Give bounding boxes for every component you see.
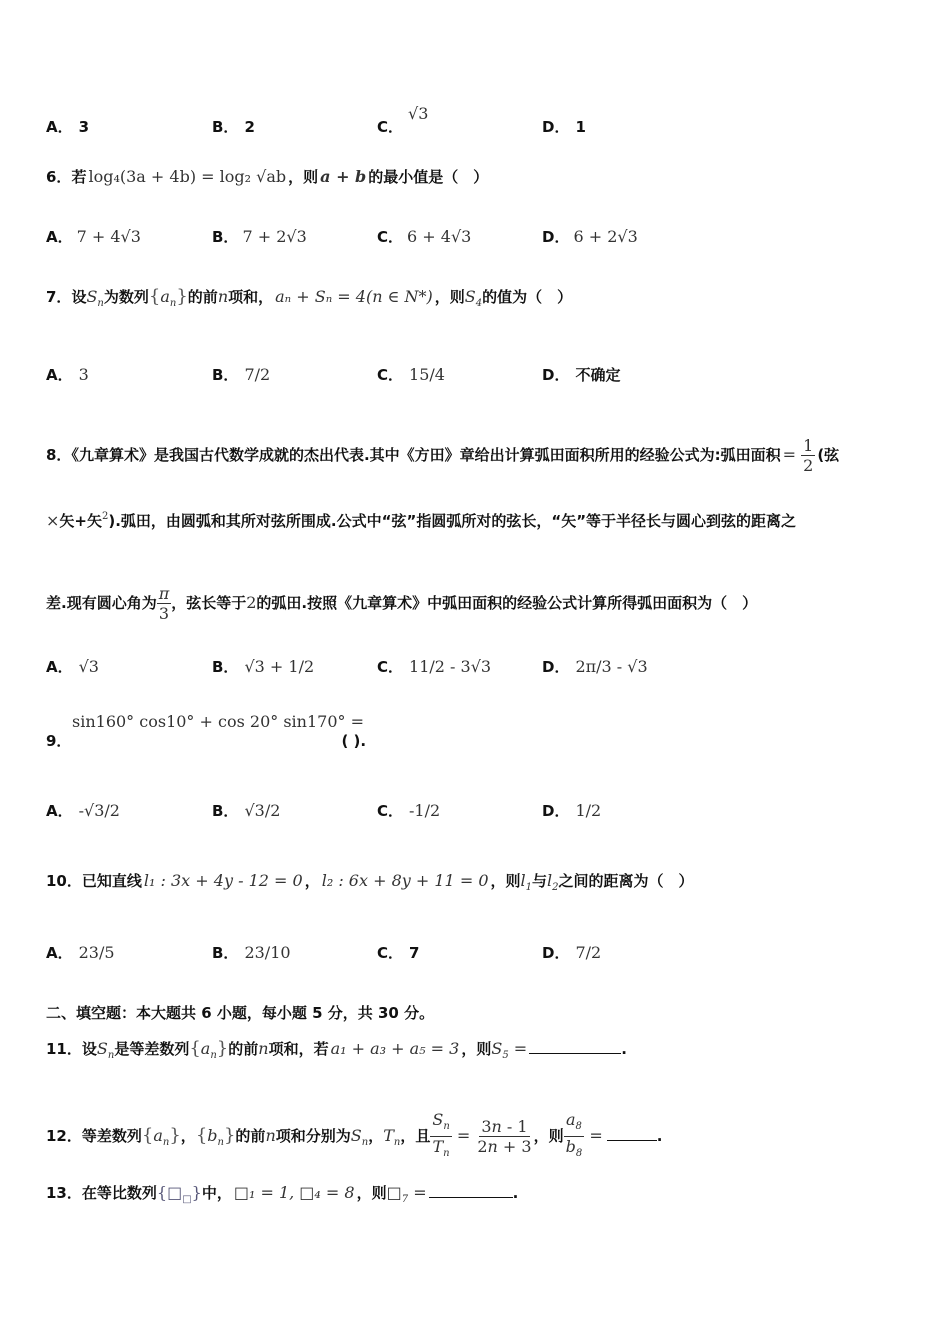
q10-stem bbox=[46, 870, 694, 893]
chord-length: 2 bbox=[246, 593, 257, 612]
stem-text: 差.现有圆心角为 bbox=[46, 594, 157, 612]
option-label: D． bbox=[542, 802, 570, 820]
option-label: B． bbox=[212, 366, 239, 384]
option-text: √3 + 1/2 bbox=[244, 657, 315, 676]
stem-text: ， bbox=[368, 1127, 384, 1145]
option-label: C． bbox=[377, 118, 404, 136]
q10-option-b bbox=[212, 942, 291, 963]
pi-over-3: $\frac{\pi}{3}$ bbox=[158, 584, 170, 623]
question-number: 12． bbox=[46, 1127, 82, 1145]
stem-text: 的值为（ ） bbox=[482, 288, 573, 306]
stem-text: ).弧田，由圆弧和其所对弦所围成.公式中“弦”指圆弧所对的弦长，“矢”等于半径长与圆心到弦的距离之 bbox=[108, 512, 797, 530]
q5-option-b bbox=[212, 116, 255, 137]
square-exponent: 2 bbox=[101, 511, 109, 522]
q10-option-a bbox=[46, 942, 115, 963]
stem-text: ，则 bbox=[356, 1184, 387, 1202]
q5-option-c-math bbox=[408, 104, 428, 123]
option-label: A． bbox=[46, 658, 73, 676]
answer-blank[interactable] bbox=[607, 1126, 657, 1141]
option-label: B． bbox=[212, 944, 239, 962]
option-text: -√3/2 bbox=[78, 801, 120, 820]
option-label: C． bbox=[377, 944, 404, 962]
option-text: -1/2 bbox=[409, 801, 441, 820]
stem-text: ，则 bbox=[288, 168, 319, 186]
stem-text: . bbox=[512, 1184, 519, 1202]
q7-option-c bbox=[377, 364, 445, 385]
stem-text: (弦 bbox=[817, 446, 840, 464]
stem-text: 《九章算术》是我国古代数学成就的杰出代表.其中《方田》章给出计算弧田面积所用的经验公式为:弧田面积 bbox=[71, 446, 781, 464]
answer-blank[interactable] bbox=[429, 1183, 513, 1198]
option-label: A． bbox=[46, 802, 73, 820]
question-number: 11． bbox=[46, 1040, 82, 1058]
option-text: √3 bbox=[408, 104, 429, 123]
stem-text: . bbox=[656, 1127, 663, 1145]
q6-target: a + b bbox=[320, 167, 367, 186]
stem-text: . bbox=[621, 1040, 627, 1058]
option-text: 23/5 bbox=[78, 943, 115, 962]
q7-option-a bbox=[46, 364, 89, 385]
question-number: 9． bbox=[46, 732, 72, 750]
q9-option-a bbox=[46, 800, 120, 821]
q6-option-b bbox=[212, 226, 307, 247]
q8-option-c bbox=[377, 656, 491, 677]
stem-text: 在等比数列 bbox=[81, 1184, 157, 1202]
ratio-target: $\frac{a_8}{b_8}$ = bbox=[565, 1110, 603, 1159]
line-l1: l₁ : 3x + 4y - 12 = 0 bbox=[143, 871, 303, 890]
sequence-symbol: $\{a_n\}$ bbox=[189, 1038, 229, 1061]
stem-text: 已知直线 bbox=[81, 872, 142, 890]
section-title: 二、填空题：本大题共 6 小题，每小题 5 分，共 30 分。 bbox=[46, 1004, 435, 1022]
stem-text: ，则 bbox=[434, 288, 465, 306]
stem-text: ，则 bbox=[461, 1040, 492, 1058]
stem-text: 的弧田.按照《九章算术》中弧田面积的经验公式计算所得弧田面积为（ ） bbox=[256, 594, 758, 612]
q8-line3 bbox=[46, 584, 757, 623]
q11-stem bbox=[46, 1038, 627, 1061]
q5-option-a bbox=[46, 116, 89, 137]
s5-symbol: $S_5$ = bbox=[491, 1039, 528, 1061]
n-symbol: n bbox=[217, 287, 229, 306]
n-symbol: n bbox=[258, 1039, 269, 1058]
q13-stem bbox=[46, 1182, 518, 1205]
question-number: 6． bbox=[46, 168, 72, 186]
q11-condition: a₁ + a₃ + a₅ = 3 bbox=[330, 1039, 460, 1058]
q9-option-d bbox=[542, 800, 601, 821]
q6-option-d bbox=[542, 226, 638, 247]
option-label: D． bbox=[542, 658, 570, 676]
q5-option-d bbox=[542, 116, 586, 137]
stem-text: ， bbox=[180, 1127, 196, 1145]
sum-symbol: $S_n$ bbox=[86, 287, 104, 309]
q5-option-c bbox=[377, 116, 403, 137]
option-text: 15/4 bbox=[409, 365, 445, 384]
option-label: A． bbox=[46, 366, 73, 384]
s4-symbol: $S_4$ bbox=[464, 287, 483, 309]
option-label: B． bbox=[212, 118, 239, 136]
question-number: 7． bbox=[46, 288, 72, 306]
stem-text: 项和分别为 bbox=[275, 1127, 351, 1145]
option-text: 11/2 - 3√3 bbox=[409, 657, 492, 676]
option-text: 1 bbox=[575, 118, 586, 136]
q7-condition: aₙ + Sₙ = 4(n ∈ N*) bbox=[275, 287, 433, 306]
sequence-b-symbol: $\{b_n\}$ bbox=[195, 1125, 236, 1148]
q7-option-d bbox=[542, 364, 620, 385]
option-text: 2 bbox=[244, 118, 255, 136]
option-label: D． bbox=[542, 944, 570, 962]
stem-text: 中， bbox=[201, 1184, 232, 1202]
sequence-a-symbol: $\{a_n\}$ bbox=[141, 1125, 181, 1148]
option-label: B． bbox=[212, 658, 239, 676]
q7-option-b bbox=[212, 364, 270, 385]
option-text: 7/2 bbox=[575, 943, 602, 962]
stem-text: 的前 bbox=[228, 1040, 259, 1058]
a7-symbol: $□_7$ = bbox=[386, 1183, 427, 1205]
stem-text: ，则 bbox=[533, 1127, 564, 1145]
option-text: 7 + 2√3 bbox=[242, 227, 307, 246]
q8-option-b bbox=[212, 656, 314, 677]
q13-condition: □₁ = 1, □₄ = 8 bbox=[233, 1183, 355, 1202]
stem-text: 等差数列 bbox=[81, 1127, 142, 1145]
sequence-symbol: $\{a_n\}$ bbox=[148, 286, 188, 309]
q6-option-c bbox=[377, 226, 471, 247]
l2-symbol: $l_2$ bbox=[547, 871, 559, 893]
n-symbol: n bbox=[265, 1126, 276, 1145]
question-number: 10． bbox=[46, 872, 82, 890]
question-number: 13． bbox=[46, 1184, 82, 1202]
stem-text: 的最小值是（ ） bbox=[368, 168, 489, 186]
q9-option-c bbox=[377, 800, 440, 821]
times-sign: × bbox=[46, 511, 60, 530]
stem-text: 设 bbox=[81, 1040, 97, 1058]
line-l2: l₂ : 6x + 8y + 11 = 0 bbox=[321, 871, 489, 890]
ratio-condition: $\frac{S_n}{T_n}$ = $\frac{3n - 1}{2n + 3}$ bbox=[432, 1110, 532, 1159]
half-fraction: = $\frac{1}{2}$ bbox=[782, 436, 814, 475]
stem-text: 设 bbox=[71, 288, 87, 306]
q9-stem bbox=[46, 730, 366, 751]
option-text: 2π/3 - √3 bbox=[575, 657, 648, 676]
q9-option-b bbox=[212, 800, 280, 821]
option-text: 1/2 bbox=[575, 801, 602, 820]
option-label: A． bbox=[46, 944, 73, 962]
sum-t-symbol: $T_n$ bbox=[383, 1126, 401, 1148]
q8-option-a bbox=[46, 656, 99, 677]
option-text: 3 bbox=[78, 118, 90, 136]
q12-stem bbox=[46, 1110, 662, 1163]
q6-stem bbox=[46, 166, 488, 187]
option-text: 6 + 2√3 bbox=[573, 227, 638, 246]
q6-condition: log₄(3a + 4b) = log₂ √ab bbox=[88, 167, 287, 186]
option-text: 3 bbox=[78, 365, 89, 384]
question-number: 8． bbox=[46, 446, 72, 464]
q7-stem bbox=[46, 286, 572, 309]
option-label: D． bbox=[542, 118, 570, 136]
option-label: A． bbox=[46, 228, 73, 246]
stem-text: 项和，若 bbox=[268, 1040, 329, 1058]
option-text: 6 + 4√3 bbox=[407, 227, 472, 246]
stem-text: 矢+矢 bbox=[59, 512, 102, 530]
answer-blank[interactable] bbox=[529, 1039, 621, 1054]
option-text: 7 bbox=[409, 944, 420, 962]
sum-symbol: $S_n$ bbox=[96, 1039, 115, 1061]
stem-text: 的前 bbox=[187, 288, 218, 306]
option-text: 7 + 4√3 bbox=[76, 227, 141, 246]
option-label: A． bbox=[46, 118, 73, 136]
option-label: C． bbox=[377, 802, 404, 820]
stem-text: ， bbox=[304, 872, 320, 890]
stem-text: ( ). bbox=[341, 732, 367, 750]
stem-text: 项和， bbox=[228, 288, 274, 306]
l1-symbol: $l_1$ bbox=[520, 871, 533, 893]
q9-expr-text: sin160° cos10° + cos 20° sin170° = bbox=[72, 712, 364, 731]
option-label: B． bbox=[212, 802, 239, 820]
option-label: C． bbox=[377, 366, 404, 384]
stem-text: 之间的距离为（ ） bbox=[558, 872, 694, 890]
q10-option-c bbox=[377, 942, 419, 963]
option-text: 23/10 bbox=[244, 943, 291, 962]
option-text: 7/2 bbox=[244, 365, 271, 384]
q8-line2 bbox=[46, 510, 796, 531]
stem-text: ，弦长等于 bbox=[171, 594, 247, 612]
option-label: C． bbox=[377, 658, 404, 676]
option-label: B． bbox=[212, 228, 239, 246]
stem-text: ，且 bbox=[400, 1127, 431, 1145]
option-text: 不确定 bbox=[575, 366, 621, 384]
option-text: √3/2 bbox=[244, 801, 281, 820]
sum-s-symbol: $S_n$ bbox=[350, 1126, 369, 1148]
stem-text: 为数列 bbox=[103, 288, 149, 306]
stem-text: ，则 bbox=[490, 872, 521, 890]
q10-option-d bbox=[542, 942, 601, 963]
q9-expression bbox=[72, 712, 364, 731]
stem-text: 与 bbox=[532, 872, 548, 890]
stem-text: 若 bbox=[71, 168, 87, 186]
sequence-symbol: $\{□_□\}$ bbox=[156, 1183, 202, 1205]
stem-text: 是等差数列 bbox=[114, 1040, 190, 1058]
option-label: C． bbox=[377, 228, 404, 246]
stem-text: 的前 bbox=[235, 1127, 266, 1145]
q8-line1 bbox=[46, 436, 839, 475]
option-label: D． bbox=[542, 366, 570, 384]
option-label: D． bbox=[542, 228, 570, 246]
q6-option-a bbox=[46, 226, 141, 247]
option-text: √3 bbox=[78, 657, 99, 676]
q8-option-d bbox=[542, 656, 648, 677]
